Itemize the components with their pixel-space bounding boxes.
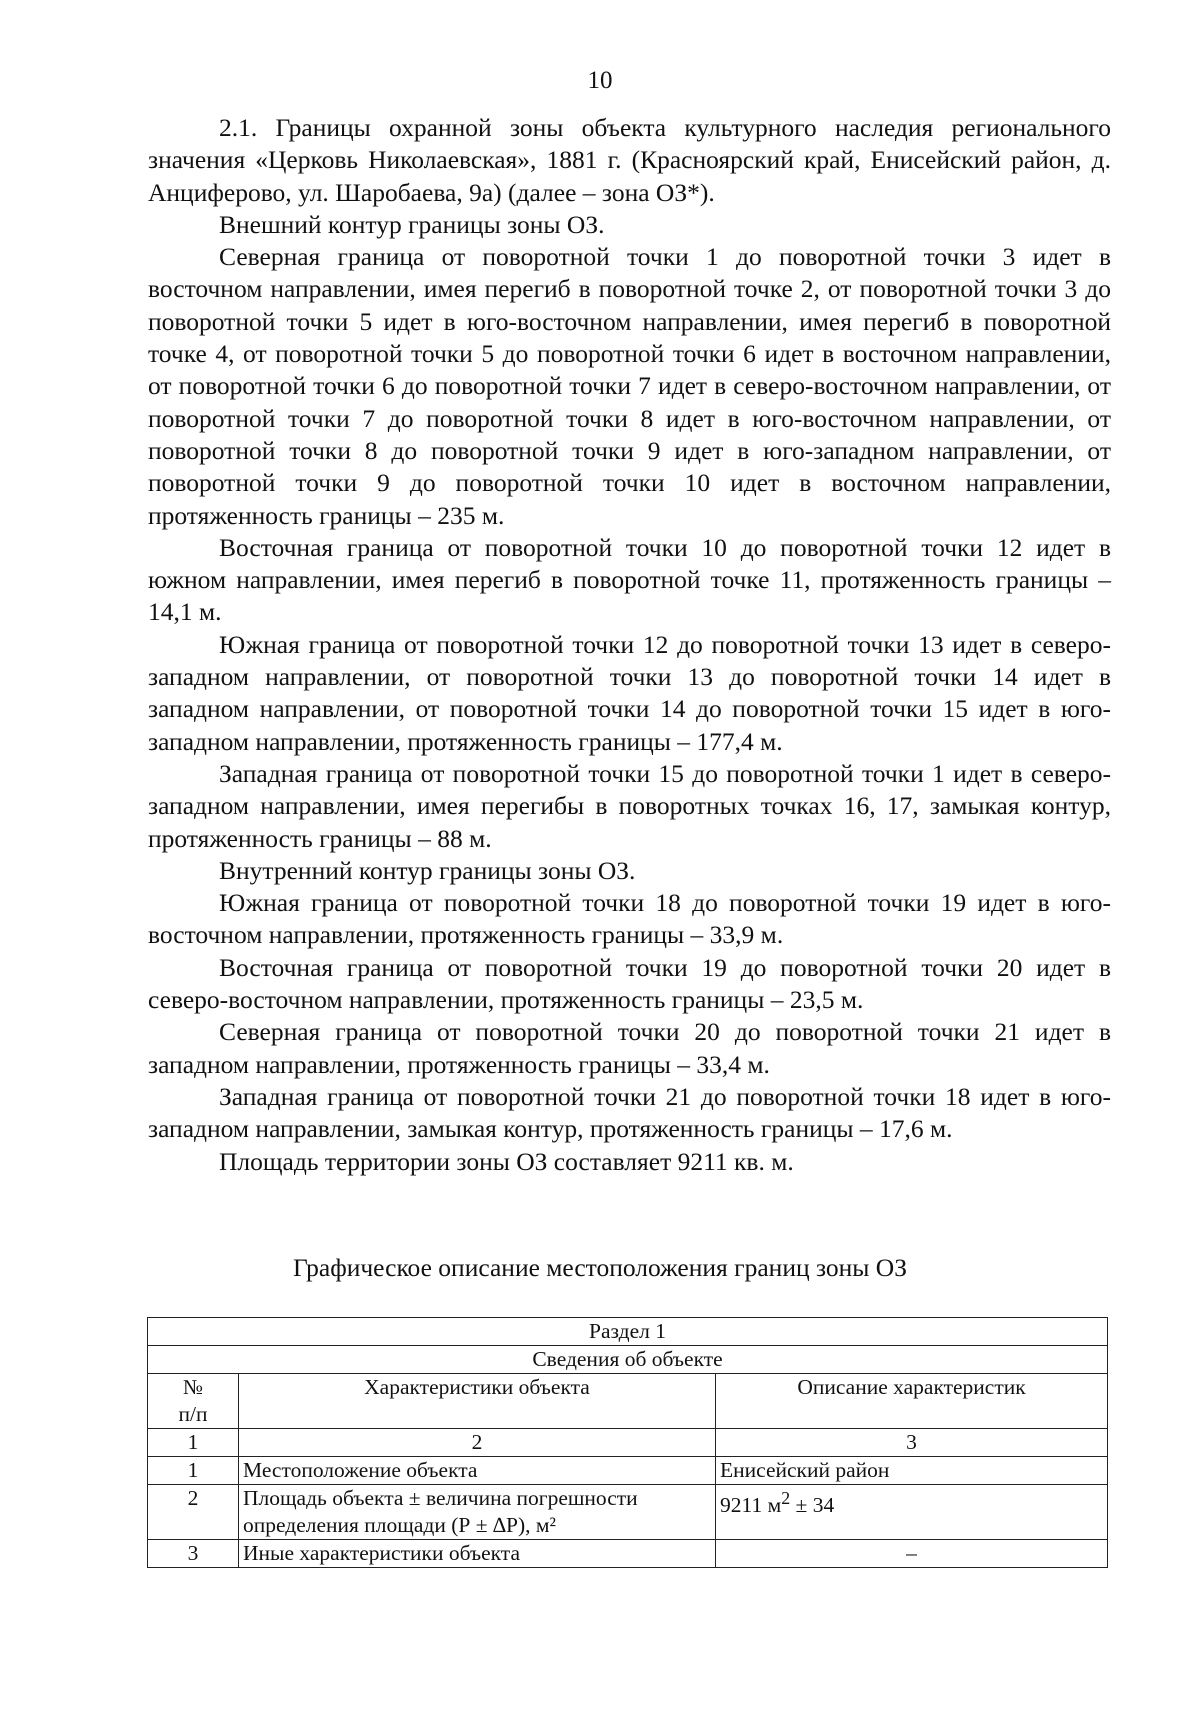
column-number-3: 3 — [716, 1429, 1108, 1457]
table-column-numbers-row — [148, 1429, 1108, 1457]
paragraph-inner-contour-heading: Внутренний контур границы зоны ОЗ. — [219, 855, 636, 885]
row-description-cell: Енисейский район — [716, 1457, 1108, 1485]
table-row — [148, 1457, 1108, 1485]
row-description-cell: – — [716, 1540, 1108, 1568]
header-characteristics-cell: Характеристики объекта — [239, 1374, 716, 1429]
row-description-cell — [716, 1485, 1108, 1540]
paragraph-inner-west-boundary: Западная граница от поворотной точки 21 до поворотной точки 18 идет в юго-западном направлении, замыкая контур, протяженность границы – 17,6 м. — [148, 1081, 1111, 1144]
column-number-2: 2 — [239, 1429, 716, 1457]
header-description-cell: Описание характеристик — [716, 1374, 1108, 1429]
paragraph-section-heading: 2.1. Границы охранной зоны объекта культурного наследия регионального значения «Церковь Николаевская», 1881 г. (Красноярский край, Енисейский район, д. Анциферово, ул. Шаробаева, 9а) (далее – зона ОЗ*). — [148, 113, 1111, 207]
paragraph-zone-area: Площадь территории зоны ОЗ составляет 9211 кв. м. — [219, 1146, 794, 1176]
graphic-description-title: Графическое описание местоположения границ зоны ОЗ — [292, 1253, 908, 1282]
section-subtitle-cell: Сведения об объекте — [148, 1346, 1108, 1374]
table-subtitle-row — [148, 1346, 1108, 1374]
row-num-cell: 3 — [148, 1540, 239, 1568]
table-row — [148, 1540, 1108, 1568]
header-num-abbr: п/п — [178, 1402, 208, 1426]
row-num-cell: 1 — [148, 1457, 239, 1485]
header-num-sign: № — [182, 1375, 204, 1399]
header-num-cell — [148, 1374, 239, 1429]
row-characteristic-cell — [239, 1485, 716, 1540]
paragraph-inner-east-boundary: Восточная граница от поворотной точки 19 до поворотной точки 20 идет в северо-восточном направлении, протяженность границы – 23,5 м. — [148, 952, 1111, 1015]
table-title-row — [148, 1318, 1108, 1346]
area-characteristic-line1: Площадь объекта ± величина погрешности — [243, 1486, 638, 1510]
area-value: 9211 м — [720, 1493, 782, 1518]
paragraph-outer-north-boundary: Северная граница от поворотной точки 1 до поворотной точки 3 идет в восточном направлении, имея перегиб в поворотной точке 2, от поворотной точки 3 до поворотной точки 5 идет в юго-восточном направлении, имея перегиб в поворотной точке 4, от поворотной точки 5 до поворотной точки 6 идет в восточном направлении, от поворотной точки 6 до поворотной точки 7 идет в северо-восточном направлении, от поворотной точки 7 до поворотной точки 8 идет в юго-восточном направлении, от поворотной точки 8 до поворотной точки 9 идет в юго-западном направлении, от поворотной точки 9 до поворотной точки 10 идет в восточном направлении, протяженность границы – 235 м. — [148, 242, 1111, 530]
page-number: 10 — [587, 67, 613, 94]
area-tolerance: ± 34 — [790, 1493, 835, 1518]
row-num-cell: 2 — [148, 1485, 239, 1540]
row-characteristic-cell: Местоположение объекта — [239, 1457, 716, 1485]
table-header-row — [148, 1374, 1108, 1429]
table-row — [148, 1485, 1108, 1540]
paragraph-outer-west-boundary: Западная граница от поворотной точки 15 до поворотной точки 1 идет в северо-западном направлении, имея перегибы в поворотных точках 16, 17, замыкая контур, протяженность границы – 88 м. — [148, 758, 1111, 853]
paragraph-outer-south-boundary: Южная граница от поворотной точки 12 до поворотной точки 13 идет в северо-западном направлении, от поворотной точки 13 до поворотной точки 14 идет в западном направлении, от поворотной точки 14 до поворотной точки 15 идет в юго-западном направлении, протяженность границы – 177,4 м. — [148, 629, 1111, 756]
column-number-1: 1 — [148, 1429, 239, 1457]
section-title-cell: Раздел 1 — [148, 1318, 1108, 1346]
body-text — [148, 112, 1111, 1178]
row-characteristic-cell: Иные характеристики объекта — [239, 1540, 716, 1568]
paragraph-outer-contour-heading: Внешний контур границы зоны ОЗ. — [219, 209, 605, 239]
paragraph-inner-north-boundary: Северная граница от поворотной точки 20 до поворотной точки 21 идет в западном направлении, протяженность границы – 33,4 м. — [148, 1017, 1111, 1079]
paragraph-inner-south-boundary: Южная граница от поворотной точки 18 до поворотной точки 19 идет в юго-восточном направлении, протяженность границы – 33,9 м. — [148, 888, 1111, 950]
object-info-table — [147, 1317, 1108, 1568]
area-unit-superscript: 2 — [781, 1488, 791, 1508]
paragraph-outer-east-boundary: Восточная граница от поворотной точки 10 до поворотной точки 12 идет в южном направлении, имея перегиб в поворотной точке 11, протяженность границы – 14,1 м. — [148, 532, 1111, 627]
area-characteristic-line2: определения площади (Р ± ∆Р), м² — [243, 1513, 556, 1537]
